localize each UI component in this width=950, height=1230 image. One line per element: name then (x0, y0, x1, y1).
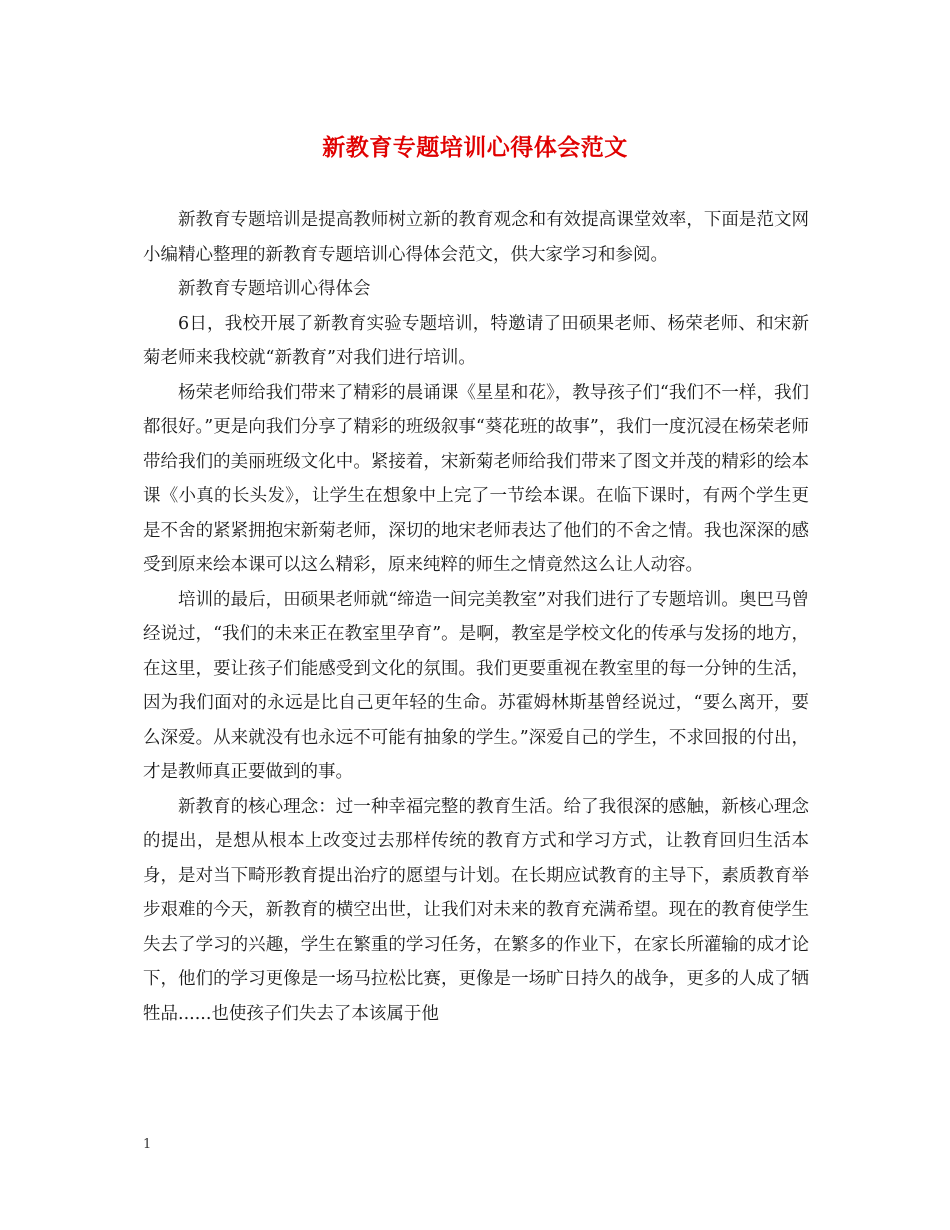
paragraph-training-intro: 6日，我校开展了新教育实验专题培训，特邀请了田硕果老师、杨荣老师、和宋新菊老师来我校就“新教育”对我们进行培训。 (143, 313, 809, 368)
paragraph-core-concept: 新教育的核心理念：过一种幸福完整的教育生活。给了我很深的感触，新核心理念的提出，是想从根本上改变过去那样传统的教育方式和学习方式，让教育回归生活本身，是对当下畸形教育提出治疗的愿望与计划。在长期应试教育的主导下，素质教育举步艰难的今天，新教育的横空出世，让我们对未来的教育充满希望。现在的教育使学生失去了学习的兴趣，学生在繁重的学习任务，在繁多的作业下，在家长所灌输的成才论下，他们的学习更像是一场马拉松比赛，更像是一场旷日持久的战争，更多的人成了牺牲品......也使孩子们失去了本该属于他 (143, 796, 809, 1024)
paragraph-yang-rong: 杨荣老师给我们带来了精彩的晨诵课《星星和花》，教导孩子们“我们不一样，我们都很好。”更是向我们分享了精彩的班级叙事“葵花班的故事”，我们一度沉浸在杨荣老师带给我们的美丽班级文化中。紧接着，宋新菊老师给我们带来了图文并茂的精彩的绘本课《小真的长头发》，让学生在想象中上完了一节绘本课。在临下课时，有两个学生更是不舍的紧紧拥抱宋新菊老师，深切的地宋老师表达了他们的不舍之情。我也深深的感受到原来绘本课可以这么精彩，原来纯粹的师生之情竟然这么让人动容。 (143, 382, 809, 575)
paragraph-tian-shuoguo: 培训的最后，田硕果老师就“缔造一间完美教室”对我们进行了专题培训。奥巴马曾经说过，“我们的未来正在教室里孕育”。是啊，教室是学校文化的传承与发扬的地方，在这里，要让孩子们能感受到文化的氛围。我们更要重视在教室里的每一分钟的生活，因为我们面对的永远是比自己更年轻的生命。苏霍姆林斯基曾经说过，“要么离开，要么深爱。从来就没有也永远不可能有抽象的学生。”深爱自己的学生，不求回报的付出，才是教师真正要做到的事。 (143, 589, 809, 782)
document-title: 新教育专题培训心得体会范文 (322, 134, 628, 161)
document-body (143, 203, 809, 1031)
page-number: 1 (143, 1137, 152, 1152)
paragraph-subheading: 新教育专题培训心得体会 (178, 279, 371, 299)
paragraph-intro: 新教育专题培训是提高教师树立新的教育观念和有效提高课堂效率，下面是范文网小编精心整理的新教育专题培训心得体会范文，供大家学习和参阅。 (143, 210, 809, 265)
